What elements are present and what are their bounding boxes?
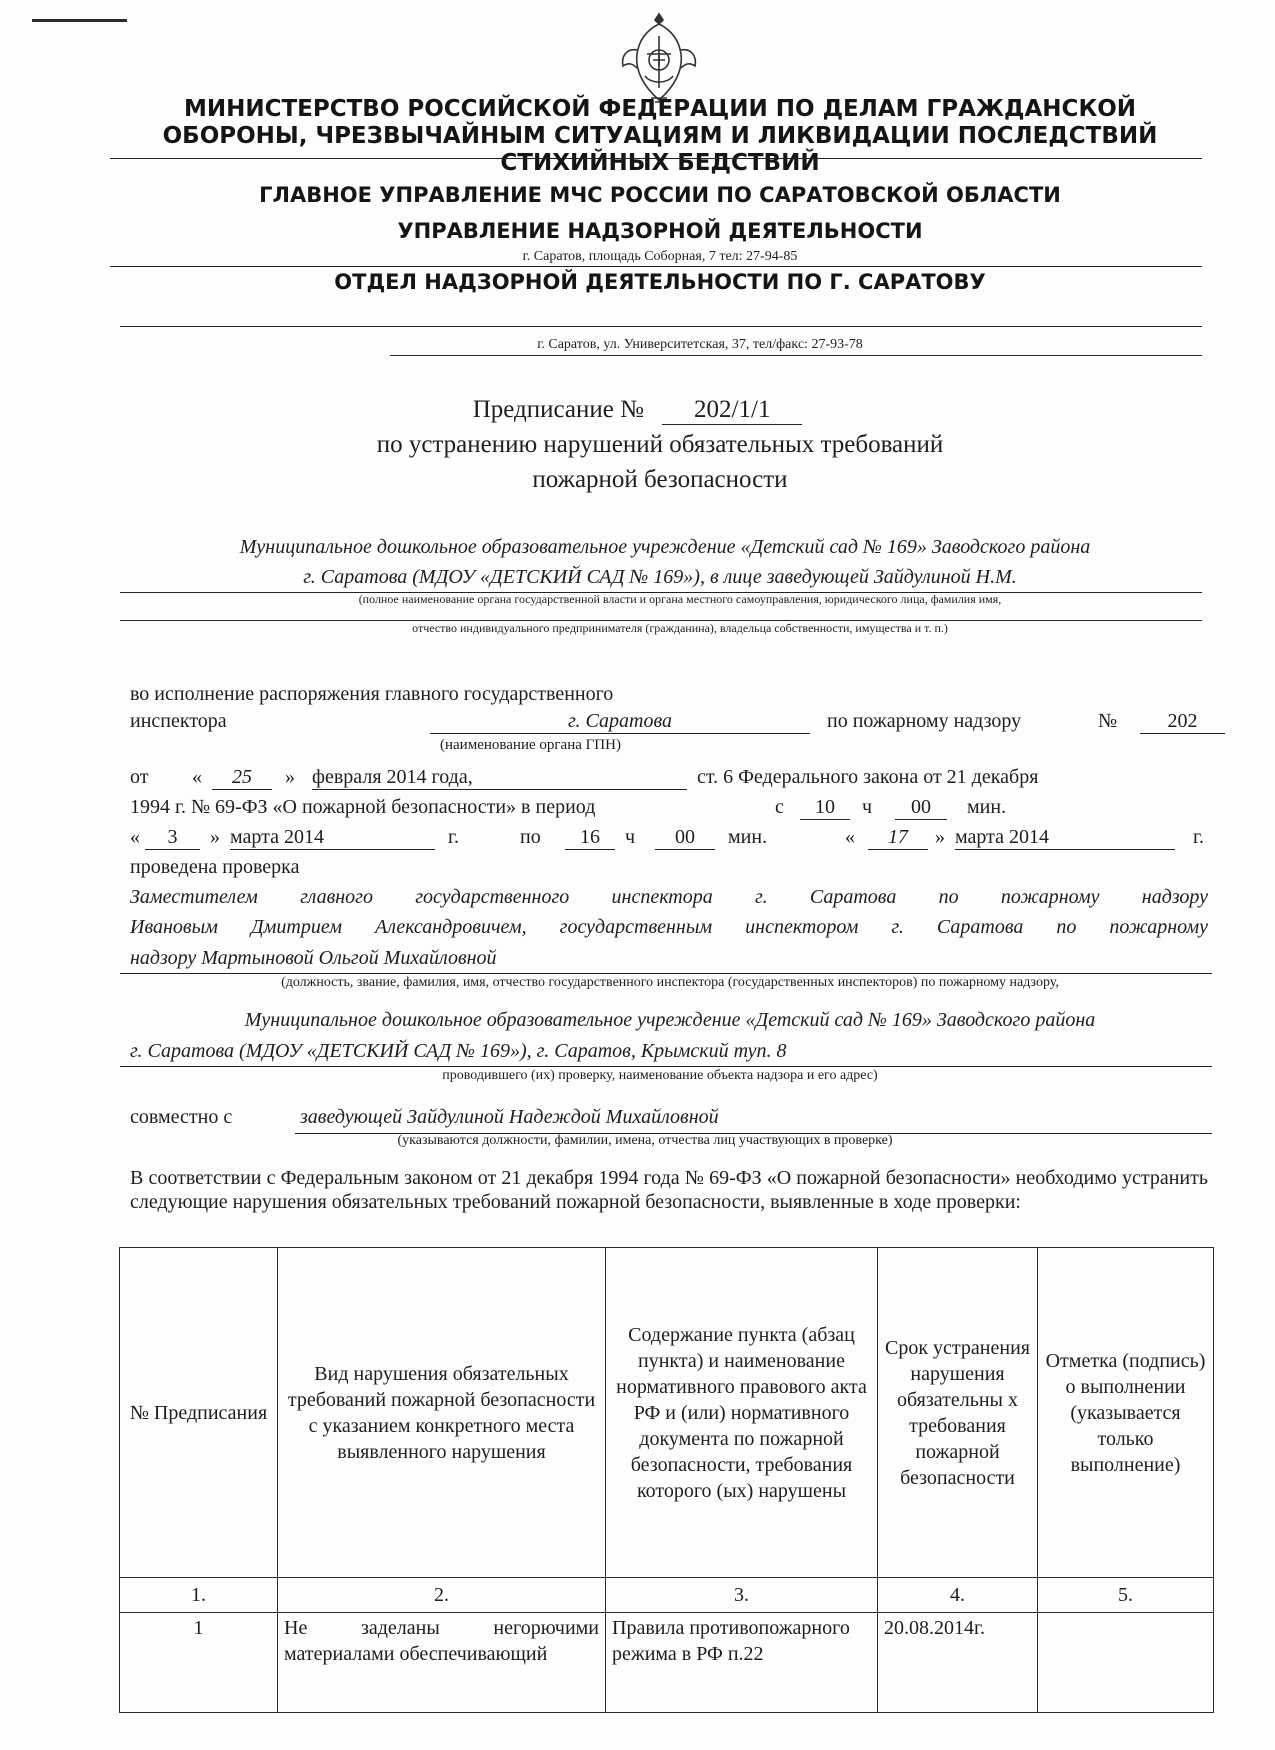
po-word: по	[520, 826, 541, 848]
subject-caption-2: отчество индивидуального предпринимателя (гражданина), владельца собственности, имущества и т. п.)	[412, 621, 948, 635]
end-min: 00	[655, 826, 715, 850]
table-row	[120, 1613, 1214, 1713]
order-title-line3: пожарной безопасности	[532, 466, 788, 493]
inspectors-caption: (должность, звание, фамилия, имя, отчество государственного инспектора (государственных инспекторов) по пожарному надзору,	[281, 975, 1059, 990]
header-violation: Вид нарушения обязательных требований пожарной безопасности с указанием конкретного места выявленного нарушения	[278, 1248, 606, 1578]
end-quote-close: »	[935, 826, 945, 848]
quote-close: »	[285, 766, 295, 788]
order-title-line2: по устранению нарушений обязательных требований	[376, 431, 944, 458]
header-rule-1	[110, 158, 1202, 159]
number-sign: №	[1098, 710, 1118, 732]
order-number: 202/1/1	[662, 396, 802, 425]
end-month: марта 2014	[955, 826, 1175, 850]
end-day: 17	[868, 826, 928, 850]
header-mark: Отметка (подпись) о выполнении (указывается только выполнение)	[1038, 1248, 1214, 1578]
inspectors-line-3: надзору Мартыновой Ольгой Михайловной	[130, 947, 497, 969]
jointly-label: совместно с	[130, 1106, 233, 1128]
col-number-4: 4.	[878, 1578, 1038, 1613]
start-quote-open: «	[130, 826, 140, 848]
order-day: 25	[212, 766, 272, 790]
subject-line-2: г. Саратова (МДОУ «ДЕТСКИЙ САД № 169»), в лице заведующей Зайдулиной Н.М.	[303, 566, 1017, 588]
object-line-1: Муниципальное дошкольное образовательное учреждение «Детский сад № 169» Заводского района	[244, 1009, 1096, 1031]
header-rule-2	[110, 266, 1202, 267]
col-number-2: 2.	[278, 1578, 606, 1613]
scan-mark	[32, 18, 132, 24]
object-rule	[120, 1066, 1212, 1067]
from-word: от	[130, 766, 149, 788]
start-g-word: г.	[448, 826, 459, 848]
from-min: 00	[895, 796, 947, 820]
min-word: мин.	[967, 796, 1007, 818]
violations-table	[119, 1247, 1214, 1713]
emchs-emblem-icon	[617, 10, 701, 108]
inspectors-line-1: Заместителем главного государственного инспектора г. Саратова по пожарному надзору	[130, 886, 1208, 908]
order-line-1: во исполнение распоряжения главного государственного	[130, 683, 614, 705]
end-g-word: г.	[1193, 826, 1204, 848]
law-part-1: ст. 6 Федерального закона от 21 декабря	[697, 766, 1039, 788]
header-norm: Содержание пункта (абзац пункта) и наименование нормативного правового акта РФ и (или) нормативного документа по пожарной безопасности, требования которого (ых) нарушены	[606, 1248, 878, 1578]
row-number: 1	[120, 1613, 278, 1713]
order-city: г. Саратова	[430, 710, 810, 734]
directorate-address: г. Саратов, площадь Соборная, 7 тел: 27-94-85	[522, 249, 798, 264]
object-caption: проводившего (их) проверку, наименование объекта надзора и его адрес)	[442, 1068, 878, 1083]
object-line-2: г. Саратова (МДОУ «ДЕТСКИЙ САД № 169»), г. Саратов, Крымский туп. 8	[130, 1040, 787, 1062]
inspector-word: инспектора	[130, 710, 227, 732]
row-mark	[1038, 1613, 1214, 1713]
row-norm: Правила противопожарного режима в РФ п.22	[606, 1613, 878, 1713]
order-title-prefix: Предписание №	[472, 396, 644, 423]
c-word: с	[775, 796, 784, 818]
order-month-year: февраля 2014 года,	[312, 766, 687, 790]
header-rule-3	[120, 326, 1202, 327]
col-number-5: 5.	[1038, 1578, 1214, 1613]
subject-line-1: Муниципальное дошкольное образовательное учреждение «Детский сад № 169» Заводского района	[239, 536, 1091, 558]
start-day: 3	[145, 826, 200, 850]
col-number-3: 3.	[606, 1578, 878, 1613]
statement: В соответствии с Федеральным законом от 21 декабря 1994 года № 69-ФЗ «О пожарной безопасности» необходимо устранить следующие нарушения обязательных требований пожарной безопасности, выявленные в ходе проверки:	[130, 1167, 1208, 1213]
from-hour: 10	[800, 796, 850, 820]
end-h-word: ч	[625, 826, 636, 848]
order-number-value: 202	[1140, 710, 1225, 734]
table-header-row	[120, 1248, 1214, 1578]
by-fire-supervision: по пожарному надзору	[827, 710, 1022, 732]
order-title	[0, 396, 1275, 425]
end-min-word: мин.	[728, 826, 768, 848]
header-deadline: Срок устранения нарушения обязательны х требования пожарной безопасности	[878, 1248, 1038, 1578]
h-word: ч	[862, 796, 873, 818]
jointly-caption: (указываются должности, фамилии, имена, отчества лиц участвующих в проверке)	[397, 1133, 893, 1148]
subject-caption-1: (полное наименование органа государственной власти и органа местного самоуправления, юридического лица, фамилия имя,	[358, 592, 1002, 606]
quote-open: «	[192, 766, 202, 788]
directorate-name: УПРАВЛЕНИЕ НАДЗОРНОЙ ДЕЯТЕЛЬНОСТИ	[397, 219, 923, 243]
start-month: марта 2014	[230, 826, 435, 850]
col-number-1: 1.	[120, 1578, 278, 1613]
row-deadline: 20.08.2014г.	[878, 1613, 1038, 1713]
main-directorate-name: ГЛАВНОЕ УПРАВЛЕНИЕ МЧС РОССИИ ПО САРАТОВСКОЙ ОБЛАСТИ	[259, 183, 1061, 207]
inspection-done: проведена проверка	[130, 856, 300, 878]
table-numbering-row	[120, 1578, 1214, 1613]
ministry-name: МИНИСТЕРСТВО РОССИЙСКОЙ ФЕДЕРАЦИИ ПО ДЕЛАМ ГРАЖДАНСКОЙ ОБОРОНЫ, ЧРЕЗВЫЧАЙНЫМ СИТУАЦИЯМ И ЛИКВИДАЦИИ ПОСЛЕДСТВИЙ СТИХИЙНЫХ БЕДСТВИЙ	[162, 96, 1158, 176]
law-part-2: 1994 г. № 69-ФЗ «О пожарной безопасности» в период	[130, 796, 596, 818]
start-quote-close: »	[210, 826, 220, 848]
row-violation: Не заделаны негорючими материалами обеспечивающий	[278, 1613, 606, 1713]
org-caption: (наименование органа ГПН)	[440, 737, 621, 753]
department-address: г. Саратов, ул. Университетская, 37, тел/факс: 27-93-78	[537, 337, 863, 352]
department-name: ОТДЕЛ НАДЗОРНОЙ ДЕЯТЕЛЬНОСТИ ПО Г. САРАТОВУ	[334, 270, 986, 294]
inspectors-line-2: Ивановым Дмитрием Александровичем, государственным инспектором г. Саратова по пожарному	[130, 916, 1208, 938]
header-rule-4	[390, 355, 1202, 356]
end-hour: 16	[565, 826, 615, 850]
inspectors-rule	[120, 973, 1212, 974]
end-quote-open: «	[845, 826, 855, 848]
header-number: № Предписания	[120, 1248, 278, 1578]
jointly-value: заведующей Зайдулиной Надеждой Михайловной	[300, 1106, 719, 1128]
